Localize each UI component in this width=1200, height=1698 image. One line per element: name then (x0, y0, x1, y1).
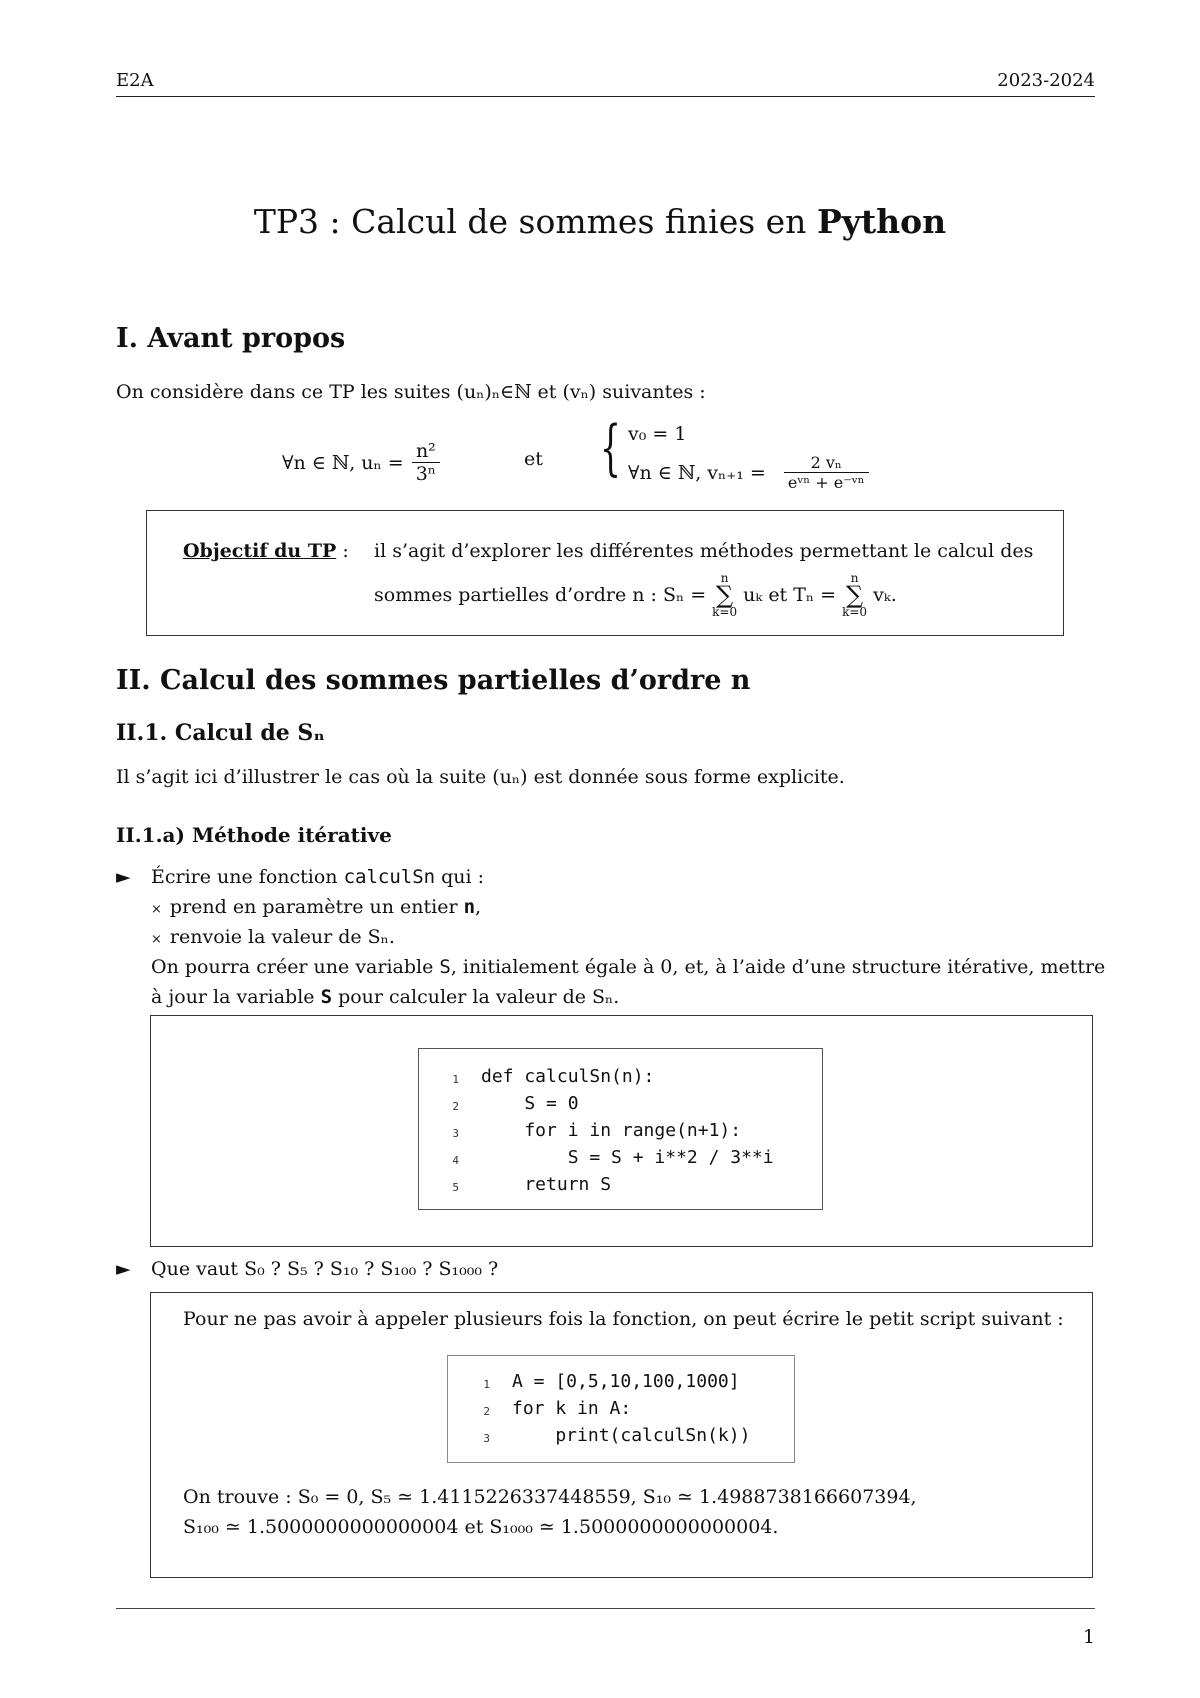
para1 (151, 956, 1105, 978)
formula-u-fraction (412, 440, 440, 485)
sub-item2-text: renvoie la valeur de Sₙ. (169, 926, 395, 948)
code-line-text: for k in A: (512, 1398, 632, 1419)
brace-icon: { (600, 413, 622, 483)
formula-v-fraction (784, 453, 869, 492)
code-line-text: S = S + i**2 / 3**i (481, 1147, 774, 1168)
code-block-1-lines (452, 1063, 774, 1198)
sub-item1-b: , (475, 896, 482, 918)
code-line-number: 3 (483, 1432, 490, 1445)
bullet1-b: qui : (435, 866, 485, 888)
code-line (452, 1171, 774, 1198)
objective-label-wrap (183, 540, 349, 562)
formula-u-num: n² (412, 440, 440, 463)
objective-colon: : (336, 540, 349, 562)
code-line-text: A = [0,5,10,100,1000] (512, 1371, 740, 1392)
sigma-t-bottom: k=0 (842, 605, 868, 619)
formula-v-num: 2 vₙ (784, 453, 869, 473)
subsection1a-heading: II.1.a) Méthode itérative (116, 823, 392, 847)
objective-label: Objectif du TP (183, 540, 337, 562)
title-bold: Python (816, 202, 947, 241)
objective-line2-a: sommes partielles d’ordre n : Sₙ = (374, 584, 707, 606)
code-line (452, 1063, 774, 1090)
code-line (483, 1368, 750, 1395)
code-line-text: S = 0 (481, 1093, 579, 1114)
code-line-text: for i in range(n+1): (481, 1120, 742, 1141)
code-line-text: print(calculSn(k)) (512, 1425, 751, 1446)
answer-line2: S₁₀₀ ≃ 1.5000000000000004 et S₁₀₀₀ ≃ 1.5000000000000004. (183, 1516, 779, 1538)
sigma-s-bottom: k=0 (712, 605, 738, 619)
sub-item1 (151, 896, 481, 918)
code-line-number: 2 (483, 1405, 490, 1418)
formula-u (282, 440, 440, 485)
objective-line2-b: uₖ et Tₙ = (743, 584, 837, 606)
bullet-arrow-icon: ► (116, 866, 131, 888)
code-block-2 (447, 1355, 795, 1463)
code-line-number: 1 (452, 1073, 459, 1086)
para2-code: S (320, 986, 333, 1008)
code-line-number: 1 (483, 1378, 490, 1391)
cross-bullet-icon: × (151, 932, 162, 947)
sigma-t-top: n (850, 571, 859, 585)
para1-code: S (439, 956, 451, 978)
sigma-s-symbol: ∑ (716, 581, 734, 609)
code-line (483, 1422, 751, 1449)
bullet1-a: Écrire une fonction (151, 866, 344, 888)
code-line-number: 3 (452, 1127, 459, 1140)
code-line (483, 1395, 750, 1422)
code-block-2-lines (483, 1368, 751, 1449)
sigma-t-symbol: ∑ (846, 581, 864, 609)
sigma-s-top: n (720, 571, 729, 585)
objective-line2-c: vₖ. (873, 584, 897, 606)
sub-item1-code: n (463, 896, 476, 918)
code-line-number: 4 (452, 1154, 459, 1167)
para1-b: , initialement égale à 0, et, à l’aide d’une structure itérative, mettre (450, 956, 1106, 978)
answer-intro: Pour ne pas avoir à appeler plusieurs fois la fonction, on peut écrire le petit script suivant : (183, 1308, 1064, 1330)
code-line-text: return S (481, 1174, 612, 1195)
sigma-icon-t (842, 572, 867, 618)
subsection1-heading: II.1. Calcul de Sₙ (116, 720, 325, 746)
cross-bullet-icon: × (151, 902, 162, 917)
bullet1-text (151, 866, 484, 888)
formula-v-den: eᵛⁿ + e⁻ᵛⁿ (787, 473, 865, 492)
footer-rule (116, 1608, 1095, 1609)
header-rule (116, 96, 1095, 97)
code-line (452, 1117, 774, 1144)
sigma-icon-s (712, 572, 737, 618)
page-title (0, 202, 1200, 241)
sub-item1-a: prend en paramètre un entier (169, 896, 464, 918)
objective-line2 (374, 572, 897, 618)
para1-a: On pourra créer une variable (151, 956, 440, 978)
formula-v-line2-left: ∀n ∈ ℕ, vₙ₊₁ = (628, 461, 766, 484)
formula-v-line1: v₀ = 1 (628, 423, 687, 445)
objective-line1: il s’agit d’explorer les différentes méthodes permettant le calcul des (374, 540, 1034, 562)
header-left: E2A (116, 70, 154, 91)
para2-b: pour calculer la valeur de Sₙ. (332, 986, 620, 1008)
header-right: 2023-2024 (997, 70, 1095, 91)
sub-item2 (151, 926, 395, 948)
bullet-arrow-icon: ► (116, 1258, 131, 1280)
code-line-number: 2 (452, 1100, 459, 1113)
bullet1-code: calculSn (343, 866, 436, 888)
formula-v-line2 (628, 453, 869, 492)
section2-heading: II. Calcul des sommes partielles d’ordre n (116, 665, 751, 696)
code-line (452, 1090, 774, 1117)
section1-heading: I. Avant propos (116, 323, 346, 354)
section1-intro: On considère dans ce TP les suites (uₙ)ₙ∈ℕ et (vₙ) suivantes : (116, 381, 706, 403)
page-number: 1 (1082, 1626, 1095, 1648)
formula-u-den: 3ⁿ (415, 463, 437, 485)
formula-et: et (524, 448, 543, 470)
bullet2-text: Que vaut S₀ ? S₅ ? S₁₀ ? S₁₀₀ ? S₁₀₀₀ ? (151, 1258, 499, 1280)
para2 (151, 986, 619, 1008)
answer-line1: On trouve : S₀ = 0, S₅ ≃ 1.4115226337448559, S₁₀ ≃ 1.4988738166607394, (183, 1486, 917, 1508)
subsection1-text: Il s’agit ici d’illustrer le cas où la suite (uₙ) est donnée sous forme explicite. (116, 766, 845, 788)
formula-u-left: ∀n ∈ ℕ, uₙ = (282, 451, 404, 474)
code-line (452, 1144, 774, 1171)
code-line-number: 5 (452, 1181, 459, 1194)
code-block-1 (418, 1048, 823, 1210)
code-line-text: def calculSn(n): (481, 1066, 655, 1087)
para2-a: à jour la variable (151, 986, 321, 1008)
title-text: TP3 : Calcul de sommes finies en (253, 202, 807, 241)
